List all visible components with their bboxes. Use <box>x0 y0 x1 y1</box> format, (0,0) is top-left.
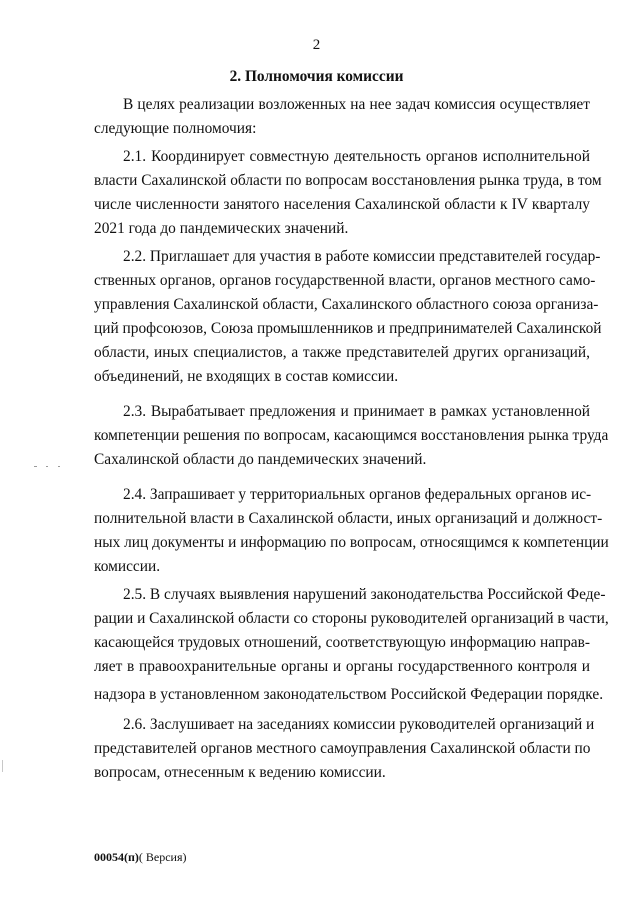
paragraph-2-2-line-5: области, иных специалистов, а также представителей других организаций, <box>94 344 590 361</box>
scan-artifact <box>2 760 3 772</box>
paragraph-2-3-line-1: 2.3. Вырабатывает предложения и принимает в рамках установленной <box>123 403 590 420</box>
paragraph-intro-line-2: следующие полномочия: <box>94 120 257 137</box>
paragraph-2-6-line-2: представителей органов местного самоуправления Сахалинской области по <box>94 740 591 757</box>
paragraph-2-2-line-1: 2.2. Приглашает для участия в работе комиссии представителей государ- <box>123 248 601 265</box>
paragraph-2-3-line-2: компетенции решения по вопросам, касающимся восстановления рынка труда <box>94 427 609 444</box>
paragraph-2-4-line-1: 2.4. Запрашивает у территориальных органов федеральных органов ис- <box>123 486 592 503</box>
paragraph-2-5-line-1: 2.5. В случаях выявления нарушений законодательства Российской Феде- <box>123 586 606 603</box>
paragraph-2-6-line-3: вопросам, отнесенным к ведению комиссии. <box>94 764 386 781</box>
paragraph-2-1-line-2: власти Сахалинской области по вопросам восстановления рынка труда, в том <box>94 172 602 189</box>
paragraph-2-4-line-2: полнительной власти в Сахалинской области, иных организаций и должност- <box>94 510 603 527</box>
page-number: 2 <box>312 37 321 53</box>
scan-artifact <box>34 466 37 467</box>
paragraph-2-4-line-3: ных лиц документы и информацию по вопросам, относящимся к компетенции <box>94 534 609 551</box>
paragraph-intro-line-1: В целях реализации возложенных на нее задач комиссия осуществляет <box>123 96 590 113</box>
document-code <box>94 850 187 864</box>
paragraph-2-5-line-2: рации и Сахалинской области со стороны руководителей организаций в части, <box>94 610 609 627</box>
paragraph-2-2-line-3: управления Сахалинской области, Сахалинского областного союза организа- <box>94 296 599 313</box>
paragraph-2-6-line-1: 2.6. Заслушивает на заседаниях комиссии руководителей организаций и <box>123 716 595 733</box>
paragraph-2-5-line-4: ляет в правоохранительные органы и органы государственного контроля и <box>94 658 590 675</box>
paragraph-2-1-line-3: числе численности занятого населения Сахалинской области к IV кварталу <box>94 196 590 213</box>
paragraph-2-5-line-3: касающейся трудовых отношений, соответствующую информацию направ- <box>94 634 590 651</box>
paragraph-2-3-line-3: Сахалинской области до пандемических значений. <box>94 451 427 468</box>
paragraph-2-1-line-4: 2021 года до пандемических значений. <box>94 220 349 237</box>
paragraph-2-2-line-4: ций профсоюзов, Союза промышленников и предпринимателей Сахалинской <box>94 320 602 337</box>
paragraph-2-4-line-4: комиссии. <box>94 558 161 575</box>
paragraph-2-5-line-5: надзора в установленном законодательством Российской Федерации порядке. <box>94 686 604 703</box>
paragraph-2-2-line-2: ственных органов, органов государственной власти, органов местного само- <box>94 272 596 289</box>
paragraph-2-2-line-6: объединений, не входящих в состав комиссии. <box>94 368 399 385</box>
section-title: 2. Полномочия комиссии <box>229 68 404 85</box>
document-code-version: ( Версия) <box>138 850 187 864</box>
document-code-number: 00054(п) <box>94 850 139 864</box>
paragraph-2-1-line-1: 2.1. Координирует совместную деятельность органов исполнительной <box>123 148 590 165</box>
scan-artifact <box>46 466 48 467</box>
scan-artifact <box>58 466 60 467</box>
